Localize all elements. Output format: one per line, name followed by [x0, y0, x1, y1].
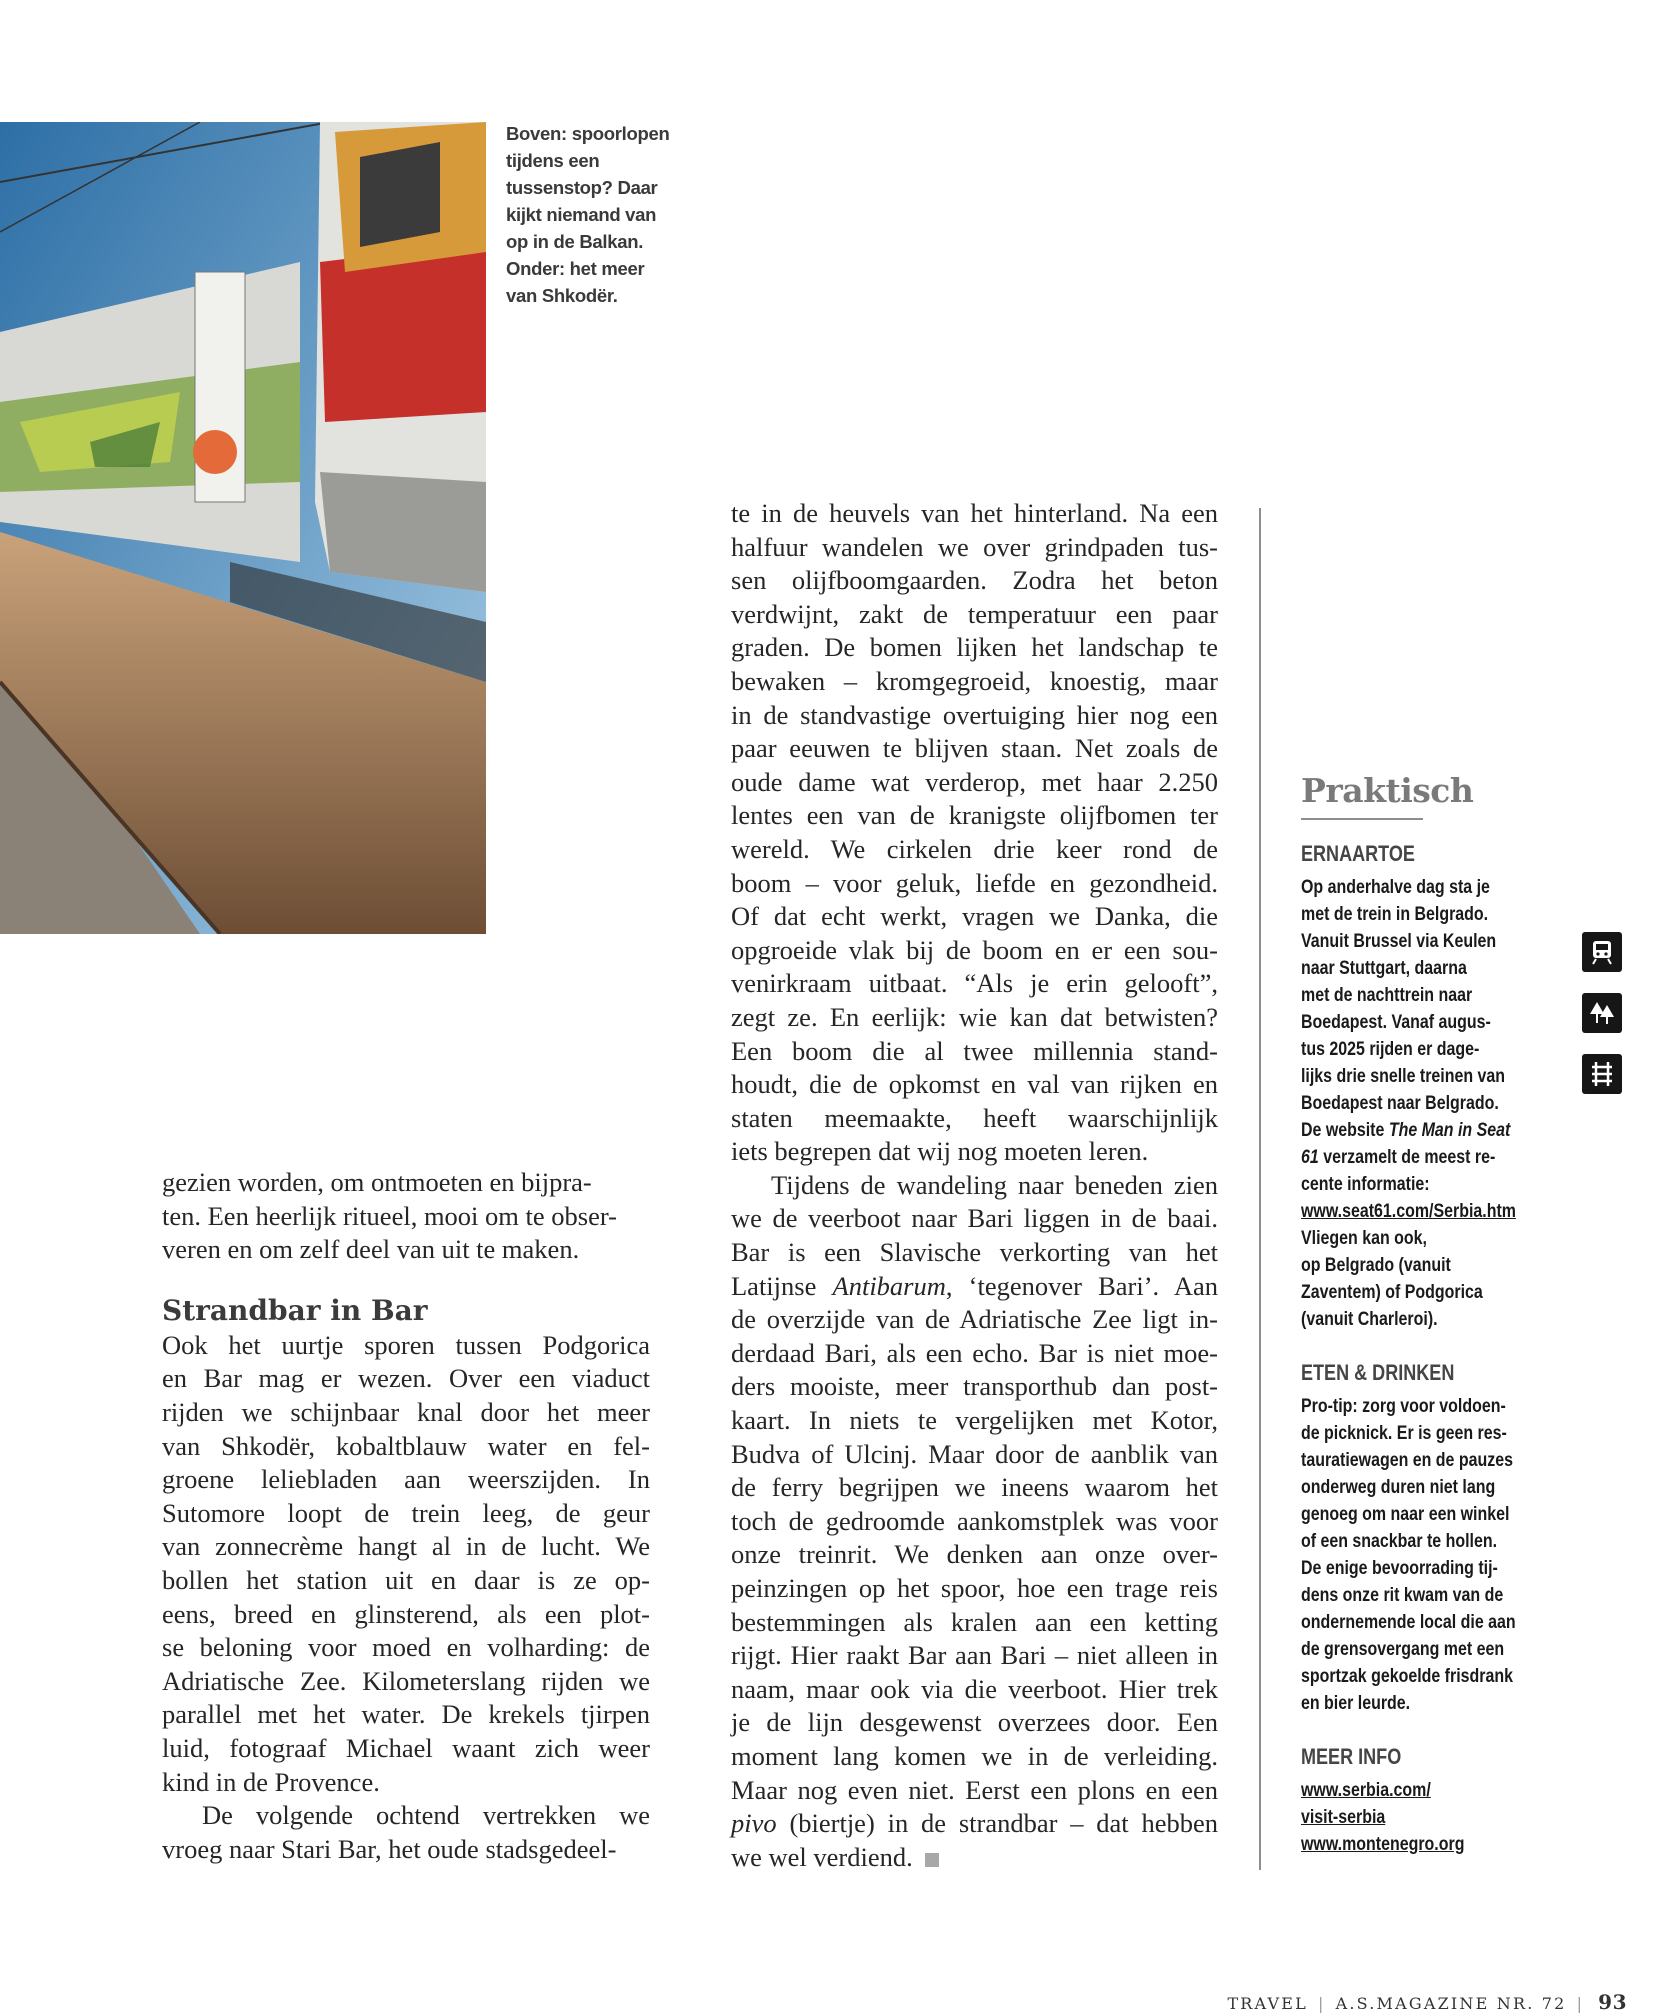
text-line: zegt ze. En eerlijk: wie kan dat betwisten? [731, 1001, 1218, 1032]
text-line: eens, breed en glinsterend, als een plot- [162, 1598, 650, 1629]
caption-line: van Shkodër. [506, 285, 618, 306]
train-icon [1582, 932, 1622, 972]
sidebar-icons [1582, 932, 1624, 1115]
text-line: en Bar mag er wezen. Over een viaduct [162, 1363, 650, 1394]
text-line [1301, 1117, 1519, 1144]
text-line: we de veerboot naar Bari liggen in de baai. [731, 1203, 1218, 1234]
text-line: oude dame wat verderop, met haar 2.250 [731, 766, 1218, 797]
section-heading: ERNAARTOE [1301, 841, 1415, 866]
footer-magazine: A.S.MAGAZINE NR. 72 [1335, 1994, 1567, 2013]
text-line: Maar nog even niet. Eerst een plons en een [731, 1774, 1218, 1805]
text-line: onze treinrit. We denken aan onze over- [731, 1539, 1218, 1570]
text-line: moment lang komen we in de verleiding. [731, 1740, 1218, 1771]
text-line: boom – voor geluk, liefde en gezondheid. [731, 867, 1218, 898]
caption-line: tussenstop? Daar [506, 177, 658, 198]
text-line: Sutomore loopt de trein leeg, de geur [162, 1497, 650, 1528]
text-line: graden. De bomen lijken het landschap te [731, 632, 1218, 663]
text-line: (vanuit Charleroi). [1301, 1309, 1438, 1330]
text-line: in de standvastige overtuiging hier nog een [731, 699, 1218, 730]
text-line [731, 1270, 1218, 1304]
photo-caption [506, 120, 670, 309]
title-underline [1301, 818, 1423, 820]
text-line [731, 1841, 1218, 1875]
subheading: Strandbar in Bar [162, 1293, 428, 1327]
text-line: Een boom die al twee millennia stand- [731, 1035, 1218, 1066]
text-line: Adriatische Zee. Kilometerslang rijden we [162, 1665, 650, 1696]
text-line: paar eeuwen te blijven staan. Net zoals de [731, 733, 1218, 764]
text-line: bestemmingen als kralen aan een ketting [731, 1606, 1218, 1637]
sidebar-divider [1259, 508, 1261, 1870]
text-line: van zonnecrème hangt al in de lucht. We [162, 1531, 650, 1562]
serbia-link[interactable]: www.serbia.com/ [1301, 1780, 1431, 1801]
text-line: met de trein in Belgrado. [1301, 904, 1489, 925]
text-line: of een snackbar te hollen. [1301, 1531, 1498, 1552]
text-line: sen olijfboomgaarden. Zodra het beton [731, 565, 1218, 596]
text-line: staten meemaakte, heeft waarschijnlijk [731, 1102, 1218, 1133]
latin-word: Antibarum [832, 1270, 946, 1301]
text-line: rijgt. Hier raakt Bar aan Bari – niet alleen in [731, 1640, 1218, 1671]
page-number: 93 [1598, 1990, 1627, 2014]
text-line: de ferry begrijpen we ineens waarom het [731, 1472, 1218, 1503]
website-name: 61 [1301, 1147, 1319, 1168]
text-line: derdaad Bari, als een echo. Bar is niet moe- [731, 1337, 1218, 1368]
text-line: parallel met het water. De krekels tjirpen [162, 1699, 650, 1730]
text-line: de overzijde van de Adriatische Zee ligt in- [731, 1304, 1218, 1335]
text-line: peinzingen op het spoor, hoe een trage reis [731, 1573, 1218, 1603]
text-line: groene leliebladen aan weerszijden. In [162, 1464, 650, 1495]
text-line: rijden we schijnbaar knal door het meer [162, 1396, 650, 1427]
text-line: Tijdens de wandeling naar beneden zien [771, 1169, 1218, 1200]
railway-track-icon [1582, 1054, 1622, 1094]
trees-icon [1582, 993, 1622, 1033]
text-line: houdt, die de opkomst en val van rijken en [731, 1069, 1218, 1100]
seat61-link[interactable]: www.seat61.com/Serbia.htm [1301, 1201, 1516, 1222]
text-line: venirkraam uitbaat. “Als je erin gelooft”, [731, 968, 1218, 999]
text-line: dens onze rit kwam van de [1301, 1585, 1504, 1606]
text-line: cente informatie: [1301, 1174, 1430, 1195]
text-line: met de nachttrein naar [1301, 985, 1473, 1006]
text-line: Boedapest. Vanaf augus- [1301, 1012, 1491, 1033]
text-line: lentes een van de kranigste olijfbomen ter [731, 800, 1218, 831]
text-line: De volgende ochtend vertrekken we [202, 1800, 650, 1831]
text-line [731, 1807, 1218, 1841]
text-line: luid, fotograaf Michael waant zich weer [162, 1732, 650, 1763]
text-fragment: verzamelt de meest re- [1323, 1147, 1496, 1168]
caption-line: Onder: het meer [506, 258, 645, 279]
text-line: Of dat echt werkt, vragen we Danka, die [731, 901, 1218, 932]
section-heading: ETEN & DRINKEN [1301, 1360, 1455, 1385]
serbia-link[interactable]: visit-serbia [1301, 1807, 1386, 1828]
footer-separator: | [1317, 1994, 1326, 2013]
text-line: de picknick. Er is geen res- [1301, 1423, 1507, 1444]
website-name: The Man in Seat [1388, 1120, 1511, 1141]
text-line: iets begrepen dat wij nog moeten leren. [731, 1136, 1149, 1167]
text-line: Zaventem) of Podgorica [1301, 1282, 1483, 1303]
text-line: Boedapest naar Belgrado. [1301, 1093, 1499, 1114]
practical-sidebar [1301, 770, 1561, 1884]
end-mark-icon [925, 1853, 939, 1867]
text-line: de grensovergang met een [1301, 1639, 1505, 1660]
text-line: vroeg naar Stari Bar, het oude stadsgedeel- [162, 1833, 617, 1864]
text-line: Vliegen kan ook, [1301, 1228, 1427, 1249]
text-line: ondernemende local die aan [1301, 1612, 1516, 1633]
text-line: lijks drie snelle treinen van [1301, 1066, 1506, 1087]
text-line: tauratiewagen en de pauzes [1301, 1450, 1513, 1471]
text-line: wereld. We cirkelen drie keer rond de [731, 833, 1218, 864]
text-line: toch de gedroomde aankomstplek was voor [731, 1505, 1218, 1536]
text-line: se beloning voor moed en volharding: de [162, 1632, 650, 1663]
text-fragment: , ‘tegenover Bari’. Aan [945, 1270, 1218, 1301]
text-line: veren en om zelf deel van uit te maken. [162, 1234, 580, 1265]
text-line: naam, maar ook via die veerboot. Hier trek [731, 1673, 1218, 1704]
text-line: naar Stuttgart, daarna [1301, 958, 1467, 979]
text-line: Ook het uurtje sporen tussen Podgorica [162, 1329, 650, 1360]
text-line: bollen het station uit en daar is ze op- [162, 1564, 650, 1595]
text-line: ders mooiste, meer transporthub dan post- [731, 1371, 1218, 1402]
text-fragment: De website [1301, 1120, 1385, 1141]
text-fragment: Latijnse [731, 1270, 817, 1301]
footer-section: TRAVEL [1227, 1994, 1308, 2013]
text-line: gezien worden, om ontmoeten en bijpra- [162, 1167, 592, 1197]
section-body [1301, 1393, 1561, 1717]
section-body [1301, 874, 1561, 1333]
text-line: te in de heuvels van het hinterland. Na een [731, 498, 1218, 528]
text-line: ten. Een heerlijk ritueel, mooi om te obser- [162, 1200, 617, 1231]
text-fragment: we wel verdiend. [731, 1841, 913, 1872]
pivo-word: pivo [731, 1808, 777, 1839]
footer-separator: | [1576, 1994, 1585, 2013]
train-photo [0, 122, 486, 934]
caption-line: Boven: spoorlopen [506, 123, 670, 144]
text-line: en bier leurde. [1301, 1693, 1411, 1714]
text-line: Vanuit Brussel via Keulen [1301, 931, 1497, 952]
text-fragment: (biertje) in de strandbar – dat hebben [789, 1808, 1218, 1839]
text-line: verdwijnt, zakt de temperatuur een paar [731, 598, 1218, 629]
text-line: Budva of Ulcinj. Maar door de aanblik van [731, 1438, 1218, 1469]
text-line: Pro-tip: zorg voor voldoen- [1301, 1396, 1506, 1417]
article-column-middle [731, 497, 1218, 1874]
text-line: kaart. In niets te vergelijken met Kotor, [731, 1405, 1218, 1436]
montenegro-link[interactable]: www.montenegro.org [1301, 1834, 1465, 1855]
text-line: kind in de Provence. [162, 1766, 380, 1797]
caption-line: op in de Balkan. [506, 231, 644, 252]
text-line [1301, 1144, 1519, 1171]
text-line: tus 2025 rijden er dage- [1301, 1039, 1480, 1060]
text-line: sportzak gekoelde frisdrank [1301, 1666, 1513, 1687]
text-line: bewaken – kromgegroeid, knoestig, maar [731, 665, 1218, 696]
page-footer [1227, 1990, 1627, 2014]
text-line: van Shkodër, kobaltblauw water en fel- [162, 1430, 650, 1461]
text-line: opgroeide vlak bij de boom en er een sou- [731, 934, 1218, 965]
caption-line: tijdens een [506, 150, 600, 171]
text-line: genoeg om naar een winkel [1301, 1504, 1510, 1525]
article-column-left [162, 1166, 650, 1866]
caption-line: kijkt niemand van [506, 204, 657, 225]
section-heading: MEER INFO [1301, 1744, 1402, 1769]
text-line: De enige bevoorrading tij- [1301, 1558, 1498, 1579]
sidebar-title: Praktisch [1301, 771, 1474, 810]
text-line: je de lijn desgewenst overzees door. Een [731, 1707, 1218, 1738]
text-line: onderweg duren niet lang [1301, 1477, 1496, 1498]
text-line: Op anderhalve dag sta je [1301, 877, 1490, 898]
text-line: Bar is een Slavische verkorting van het [731, 1237, 1218, 1268]
text-line: halfuur wandelen we over grindpaden tus- [731, 531, 1218, 562]
text-line: op Belgrado (vanuit [1301, 1255, 1451, 1276]
section-body [1301, 1777, 1561, 1858]
